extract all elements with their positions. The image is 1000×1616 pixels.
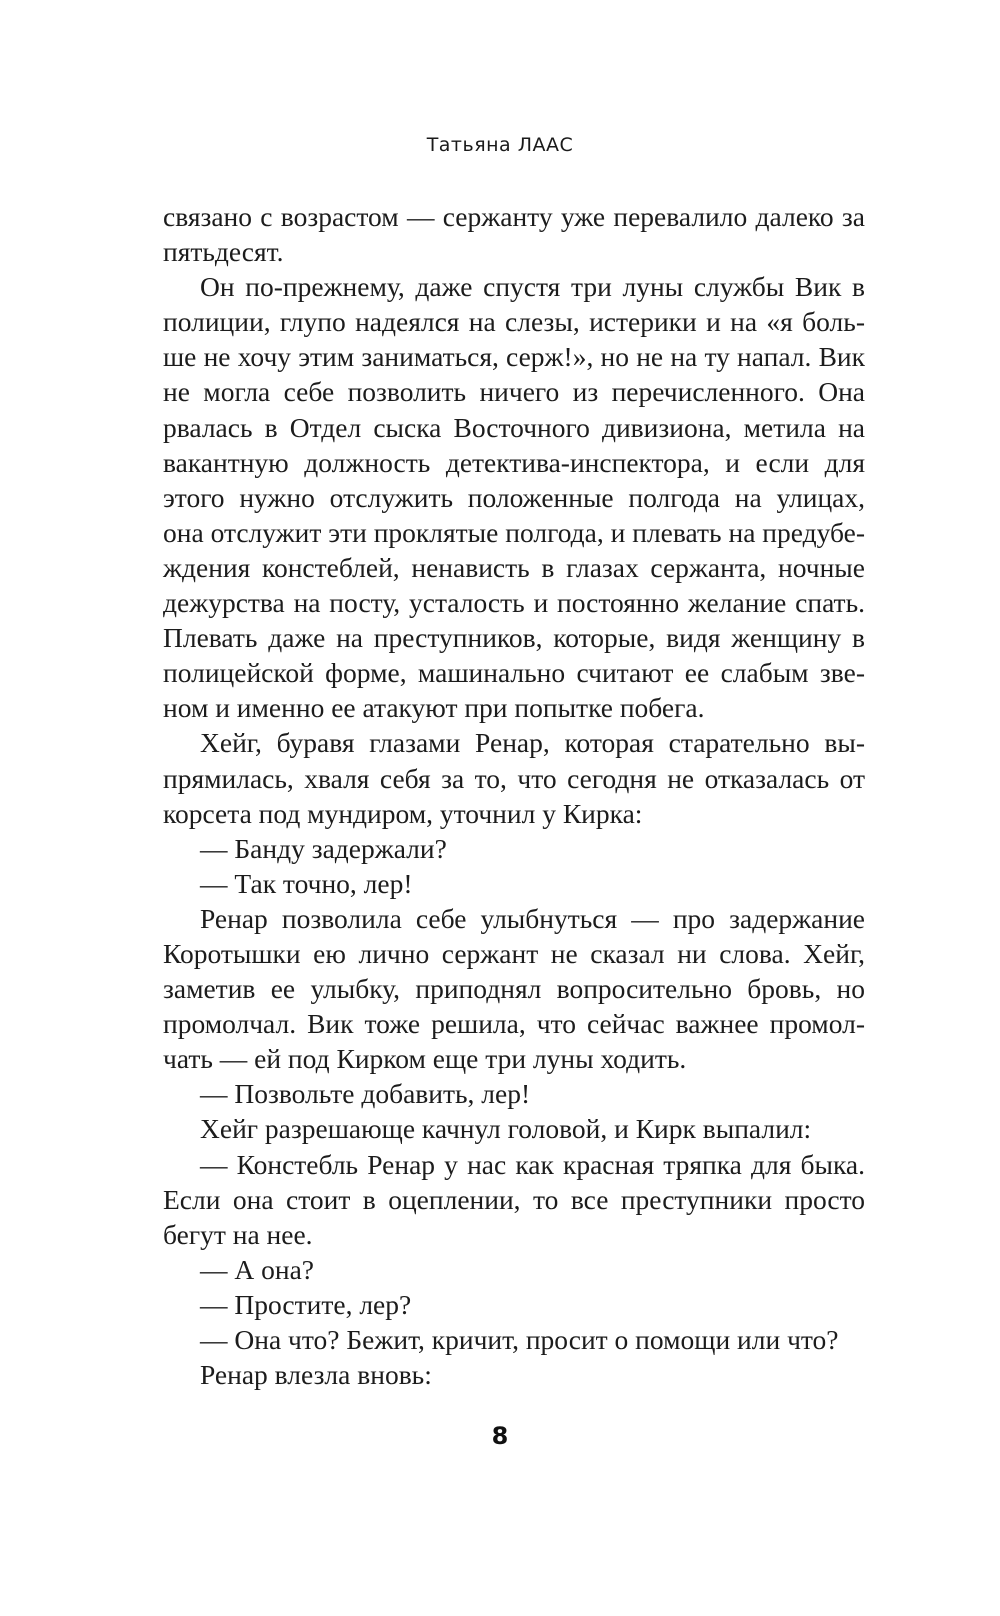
dialogue-line: — Банду задержали?	[200, 832, 447, 864]
paragraph-continuation: связано с возрастом — сержанту уже перевалило далеко за пятьдесят.	[163, 201, 865, 268]
dialogue-line: — А она?	[200, 1253, 314, 1285]
paragraph: Он по-прежнему, даже спустя три луны службы Вик в полиции, глупо надеялся на слезы, истерики и на «я больше не хочу этим заниматься, серж!», но не на ту напал. Вик не могла себе позволить ничего из перечисленного. Она рвалась в Отдел сыска Восточного дивизиона, метила на вакантную должность детектива-инспектора, и если для этого нужно отслужить положенные полгода на улицах, она отслужит эти проклятые полгода, и плевать на предубеждения констеблей, ненависть в глазах сержанта, ночные дежурства на посту, усталость и постоянно желание спать. Плевать даже на преступников, которые, видя женщину в полицейской форме, машинально считают ее слабым звеном и именно ее атакуют при попытке побега.	[163, 271, 865, 724]
paragraph: Ренар влезла вновь:	[200, 1359, 432, 1391]
dialogue-line: — Простите, лер?	[200, 1288, 412, 1320]
page-body-text	[163, 199, 865, 1392]
paragraph: Хейг разрешающе качнул головой, и Кирк выпалил:	[200, 1113, 812, 1145]
dialogue-line: — Позвольте добавить, лер!	[200, 1078, 531, 1110]
paragraph: Хейг, буравя глазами Ренар, которая старательно выпрямилась, хваля себя за то, что сегодня не отказалась от корсета под мундиром, уточнил у Кирка:	[163, 727, 865, 829]
running-header-author: Татьяна ЛААС	[426, 134, 574, 156]
dialogue-line: — Она что? Бежит, кричит, просит о помощи или что?	[200, 1324, 839, 1355]
dialogue-line: — Так точно, лер!	[200, 867, 413, 899]
dialogue-line: — Констебль Ренар у нас как красная тряпка для быка. Если она стоит в оцеплении, то все преступники просто бегут на нее.	[163, 1148, 865, 1250]
page-number: 8	[491, 1422, 509, 1450]
paragraph: Ренар позволила себе улыбнуться — про задержание Коротышки ею лично сержант не сказал ни слова. Хейг, заметив ее улыбку, приподнял вопросительно бровь, но промолчал. Вик тоже решила, что сейчас важнее промолчать — ей под Кирком еще три луны ходить.	[163, 902, 865, 1075]
